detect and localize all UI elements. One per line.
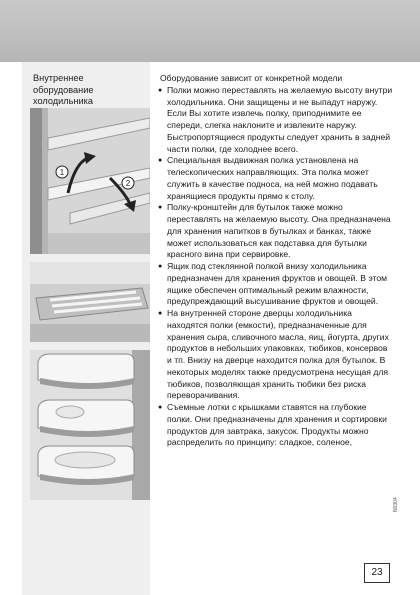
document-code: N0304 bbox=[393, 497, 399, 512]
main-text bbox=[158, 73, 394, 449]
bottle-shelf-photo bbox=[30, 262, 150, 342]
list-item: ● Полки можно переставлять на желаемую высоту внутри холодильника. Они защищены и не выпадут наружу. Если Вы хотите извлечь полку, приподнимите ее спереди, слегка наклоните и извлеките наружу. Быстропортящиеся продукты следует хранить в задней части полки, где холоднее всего. bbox=[158, 85, 394, 156]
bullet-list bbox=[158, 85, 394, 449]
section-title: Внутреннее оборудование холодильника bbox=[33, 73, 94, 106]
intro-text: Оборудование зависит от конкретной модели bbox=[160, 73, 343, 83]
shelf-removal-photo bbox=[30, 108, 150, 254]
list-item: ● Съемные лотки с крышками ставятся на глубокие полки. Они предназначены для хранения и сортировки продуктов для завтрака, закусок. Продукты можно распределить по принципу: сладкое, соленое, bbox=[158, 402, 394, 449]
door-bins-photo bbox=[30, 350, 150, 500]
marker-2: 2 bbox=[125, 179, 131, 188]
header-band bbox=[0, 0, 420, 62]
list-item: ● Ящик под стеклянной полкой внизу холодильника предназначен для хранения фруктов и овощей. В этом ящике обеспечен оптимальный режим влажности, предупреждающий высушивание фруктов и овощей. bbox=[158, 261, 394, 308]
list-item: ● Полку-кронштейн для бутылок также можно переставлять на желаемую высоту. Она предназначена для хранения напитков в бутылках и банках, также может использоваться как подставка для бутылки красного вина при сервировке. bbox=[158, 202, 394, 261]
list-item: ● На внутренней стороне дверцы холодильника находятся полки (емкости), предназначенные для хранения сыра, сливочного масла, яиц, йогурта, других продуктов в небольших упаковках, тюбиков, консервов и тп. Внизу на дверце находится полка для бутылок. В некоторых моделях также предусмотрена несущая для тюбиков, позволяющая хранить тюбики без риска переворачивания. bbox=[158, 308, 394, 402]
list-item: ● Специальная выдвижная полка установлена на телескопических направляющих. Эта полка может служить в качестве подноса, на ней можно подавать хранящиеся продукты прямо к столу. bbox=[158, 155, 394, 202]
marker-1: 1 bbox=[59, 168, 65, 177]
page-number: 23 bbox=[364, 563, 390, 583]
